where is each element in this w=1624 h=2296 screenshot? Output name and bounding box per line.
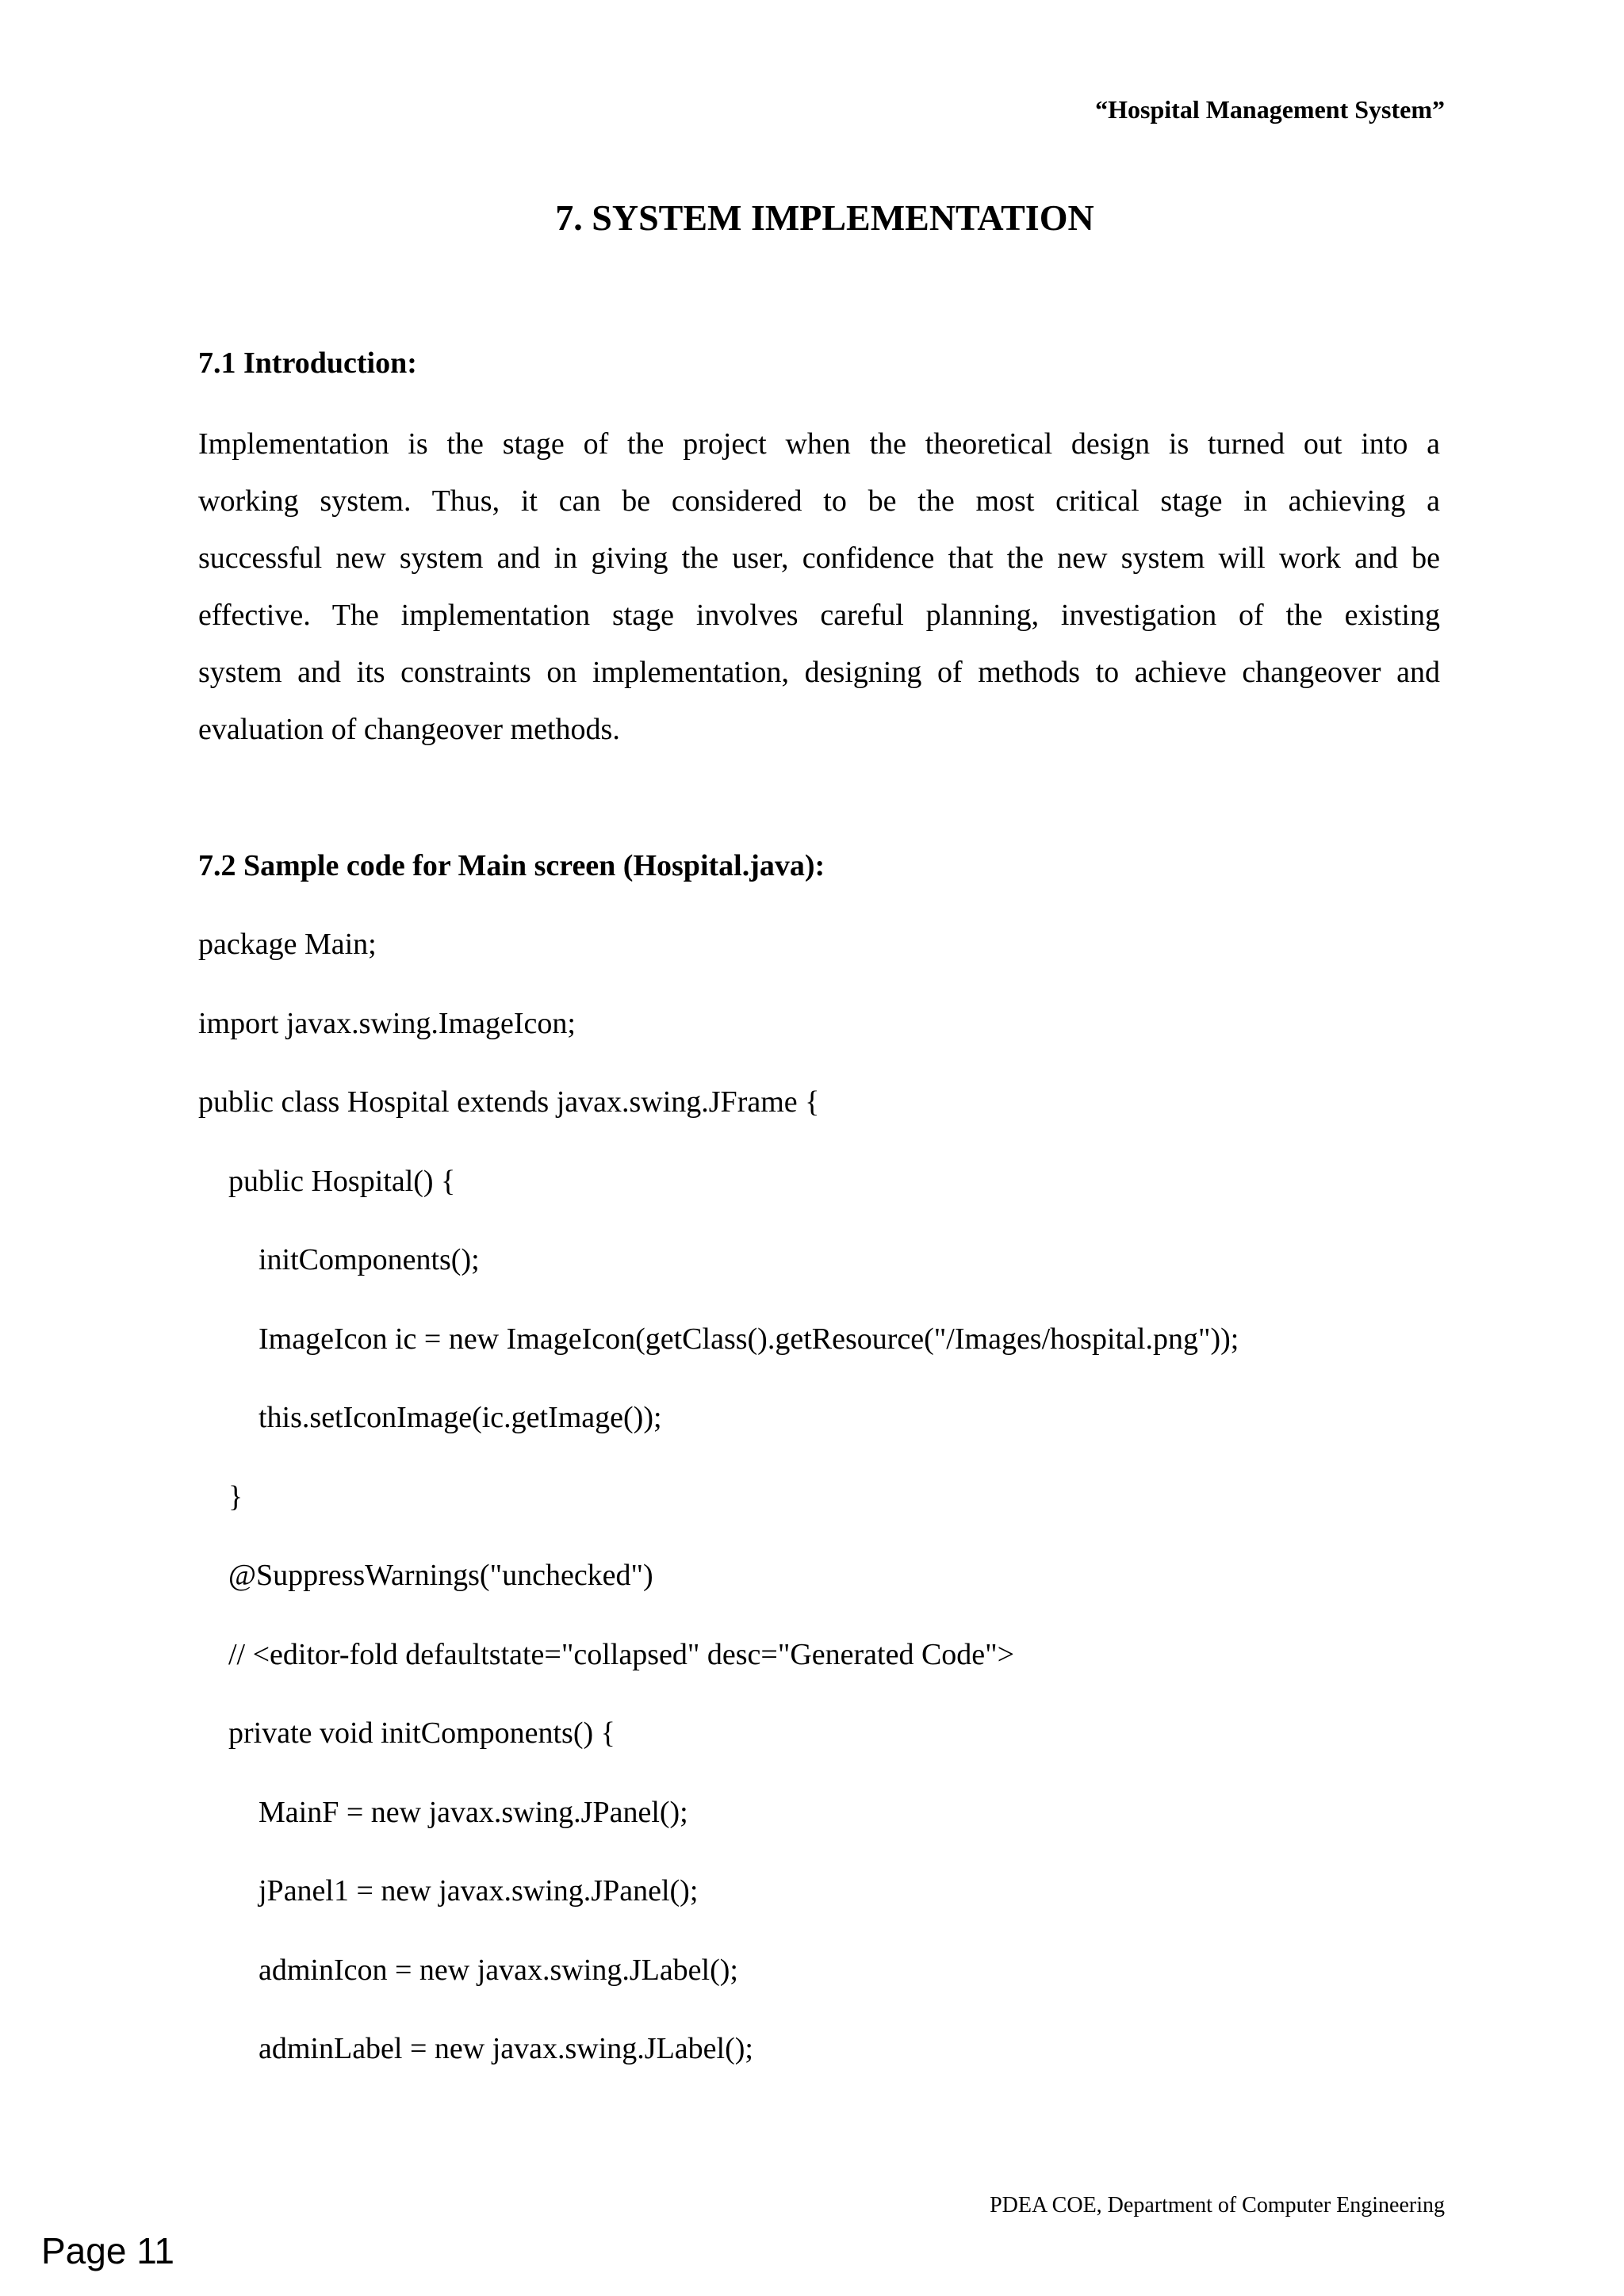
section-heading-introduction: 7.1 Introduction: <box>198 346 417 380</box>
code-line: private void initComponents() { <box>198 1716 615 1750</box>
paragraph-line: working system. Thus, it can be considered to be the most critical stage in achieving a <box>198 484 1440 518</box>
running-header-title: “Hospital Management System” <box>1095 95 1445 124</box>
code-line: this.setIconImage(ic.getImage()); <box>198 1401 662 1434</box>
footer-department: PDEA COE, Department of Computer Engineering <box>990 2193 1445 2218</box>
chapter-title: 7. SYSTEM IMPLEMENTATION <box>555 197 1094 238</box>
code-line: // <editor-fold defaultstate="collapsed" desc="Generated Code"> <box>198 1637 1015 1671</box>
introduction-paragraph <box>198 415 1440 758</box>
code-line: public class Hospital extends javax.swing.JFrame { <box>198 1085 820 1119</box>
paragraph-line: evaluation of changeover methods. <box>198 713 620 746</box>
code-line: import javax.swing.ImageIcon; <box>198 1006 576 1040</box>
code-listing <box>198 920 1239 2103</box>
code-line: public Hospital() { <box>198 1164 456 1198</box>
code-line: package Main; <box>198 928 377 961</box>
section-heading-sample-code: 7.2 Sample code for Main screen (Hospital.java): <box>198 849 825 882</box>
paragraph-line: system and its constraints on implementation, designing of methods to achieve changeover and <box>198 656 1440 689</box>
code-line: adminLabel = new javax.swing.JLabel(); <box>198 2032 753 2065</box>
code-line: MainF = new javax.swing.JPanel(); <box>198 1795 688 1829</box>
code-line: initComponents(); <box>198 1243 480 1276</box>
paragraph-line: effective. The implementation stage involves careful planning, investigation of the existing <box>198 599 1440 632</box>
code-line: } <box>198 1479 243 1513</box>
page-number-label: Page 11 <box>41 2230 174 2271</box>
code-line: ImageIcon ic = new ImageIcon(getClass().getResource("/Images/hospital.png")); <box>198 1322 1239 1356</box>
code-line: @SuppressWarnings("unchecked") <box>198 1559 653 1592</box>
code-line: jPanel1 = new javax.swing.JPanel(); <box>198 1874 699 1908</box>
paragraph-line: Implementation is the stage of the project when the theoretical design is turned out into a <box>198 427 1440 461</box>
paragraph-line: successful new system and in giving the user, confidence that the new system will work and be <box>198 541 1440 575</box>
code-line: adminIcon = new javax.swing.JLabel(); <box>198 1953 738 1987</box>
